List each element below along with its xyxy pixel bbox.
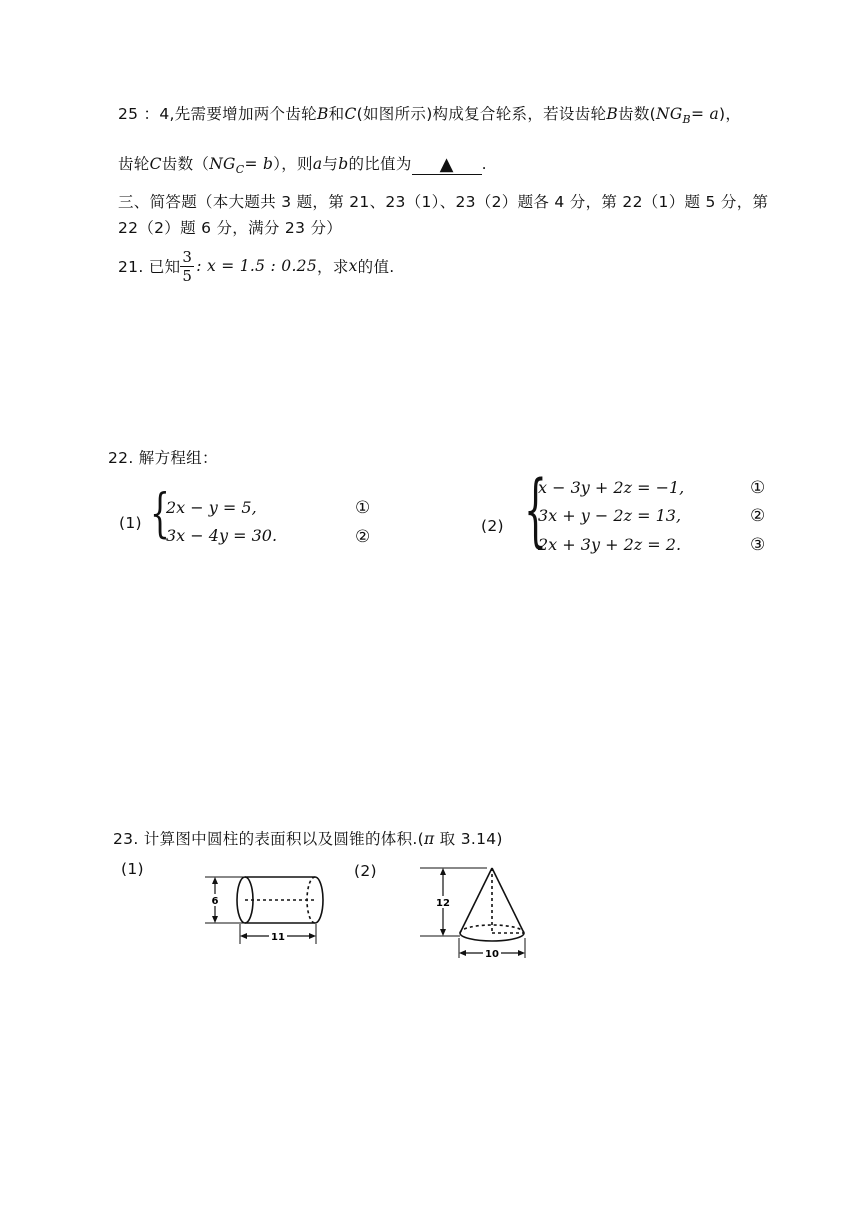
pi-symbol: π xyxy=(423,830,435,848)
cylinder-figure xyxy=(195,860,335,950)
cone-base-front xyxy=(460,933,524,941)
q22-p2-mark3: ③ xyxy=(750,535,766,555)
triangle-marker: ▲ xyxy=(439,154,454,175)
ng-b-equals: = a xyxy=(690,105,719,123)
q21-ratio-expression: : x = 1.5 : 0.25 xyxy=(196,257,318,275)
cylinder-body xyxy=(245,877,315,923)
arrow-right-icon-2 xyxy=(518,950,525,956)
q22-p2-eq3: 2x + 3y + 2z = 2. xyxy=(538,535,682,554)
var-b-gear-2: B xyxy=(606,105,619,123)
q22-part1-label: (1) xyxy=(119,514,142,532)
ng-c-equals: = b xyxy=(244,155,274,173)
q22-p2-mark2: ② xyxy=(750,506,766,526)
fraction-denominator: 5 xyxy=(182,266,193,285)
ng-c-symbol: NG xyxy=(209,155,236,173)
cone-right-side xyxy=(492,868,524,933)
q20-text-f: 齿轮 xyxy=(118,155,150,173)
q22-p1-mark1: ① xyxy=(355,498,371,518)
q20-text-a: 25 ：4,先需要增加两个齿轮 xyxy=(118,105,317,123)
var-b-gear: B xyxy=(316,105,329,123)
ng-b-subscript: B xyxy=(682,113,691,126)
system-brace-2: { xyxy=(524,463,547,556)
q20-text-h: ），则 xyxy=(273,155,313,173)
cylinder-length-label: 11 xyxy=(271,932,285,943)
q22-title: 22. 解方程组： xyxy=(108,449,218,467)
q23-title xyxy=(113,827,503,849)
q21-var-x: x xyxy=(348,257,358,275)
q20-text-d: 齿数( xyxy=(618,105,656,123)
var-b: b xyxy=(338,155,349,173)
var-a: a xyxy=(312,155,323,173)
q23-title-a: 23. 计算图中圆柱的表面积以及圆锥的体积.( xyxy=(113,830,424,848)
arrow-left-icon xyxy=(240,933,247,939)
ng-b-symbol: NG xyxy=(656,105,683,123)
q22-p1-mark2: ② xyxy=(355,527,371,547)
arrow-down-icon-2 xyxy=(440,929,446,936)
q22-p2-mark1: ① xyxy=(750,478,766,498)
q20-text-g: 齿数（ xyxy=(161,155,210,173)
arrow-left-icon-2 xyxy=(459,950,466,956)
q23-fig2-label: (2) xyxy=(354,862,377,880)
arrow-right-icon xyxy=(309,933,316,939)
answer-blank[interactable] xyxy=(412,156,482,175)
q20-text-i: 与 xyxy=(322,155,339,173)
cone-diameter-label: 10 xyxy=(485,949,499,960)
arrow-up-icon-2 xyxy=(440,868,446,875)
q22-p2-eq2: 3x + y − 2z = 13, xyxy=(538,506,682,525)
q21-line xyxy=(118,244,395,288)
q21-prefix: 21. 已知 xyxy=(118,258,181,276)
q20-text-j: 的比值为 xyxy=(348,155,412,173)
fraction-3-5 xyxy=(180,248,194,285)
cone-figure xyxy=(415,858,535,963)
cylinder-height-label: 6 xyxy=(211,896,219,907)
q20-line2 xyxy=(118,152,487,176)
cone-height-label: 12 xyxy=(436,898,450,909)
section3-heading-line2: 22（2）题 6 分，满分 23 分） xyxy=(118,219,343,237)
q22-p1-eq2: 3x − 4y = 30. xyxy=(166,526,278,545)
var-c-gear: C xyxy=(344,105,357,123)
q20-text-b: 和 xyxy=(328,105,345,123)
q20-text-c: (如图所示)构成复合轮系，若设齿轮 xyxy=(356,105,607,123)
q20-line1 xyxy=(118,102,741,126)
cone-left-side xyxy=(460,868,492,933)
q20-period: . xyxy=(481,155,487,173)
arrow-down-icon xyxy=(212,916,218,923)
cylinder-right-rim xyxy=(315,877,323,923)
section3-heading-line1: 三、简答题（本大题共 3 题，第 21、23（1）、23（2）题各 4 分，第 22（1）题 5 分，第 xyxy=(118,193,769,211)
q20-text-e: )， xyxy=(719,105,742,123)
q23-title-b: 取 3.14) xyxy=(434,830,503,848)
arrow-up-icon xyxy=(212,877,218,884)
fraction-numerator: 3 xyxy=(182,247,193,266)
q23-fig1-label: (1) xyxy=(121,860,144,878)
q22-part2-label: (2) xyxy=(481,517,504,535)
ng-c-subscript: C xyxy=(235,163,245,176)
var-c-gear-2: C xyxy=(149,155,162,173)
q22-p1-eq1: 2x − y = 5, xyxy=(166,498,257,517)
q21-suffix: 的值. xyxy=(357,258,395,276)
q21-mid: ，求 xyxy=(317,258,349,276)
q22-p2-eq1: x − 3y + 2z = −1, xyxy=(538,478,685,497)
system-brace-1: { xyxy=(150,484,170,544)
